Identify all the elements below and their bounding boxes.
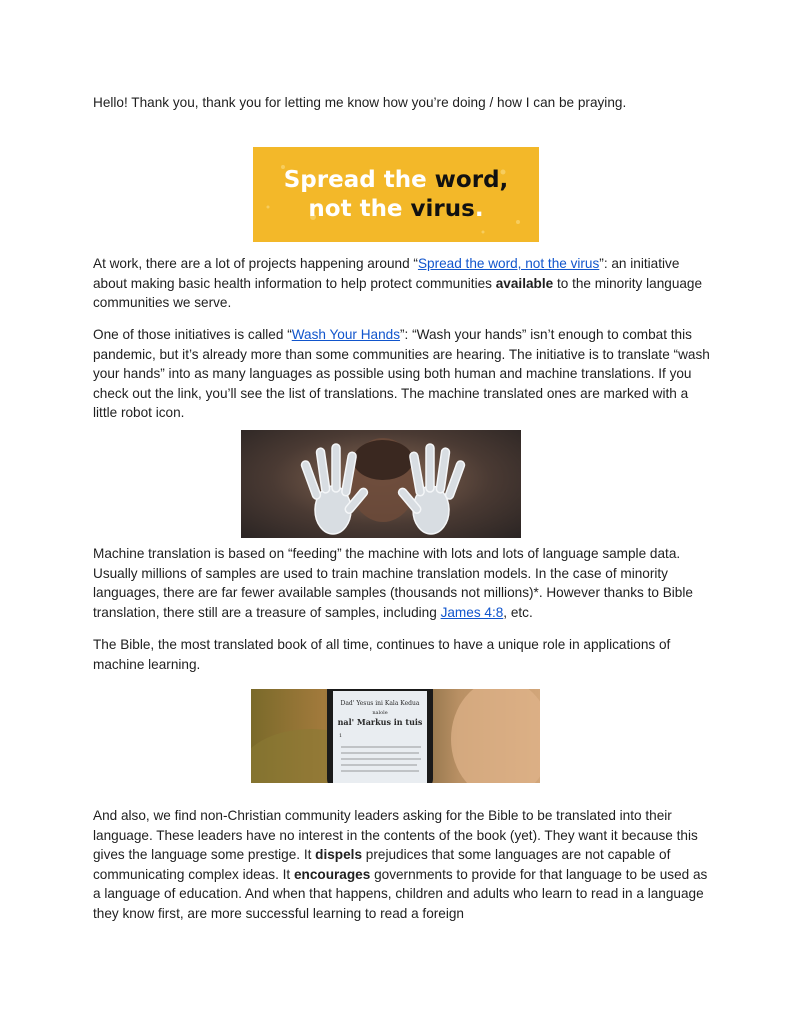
para2-text-1: One of those initiatives is called “ <box>93 327 292 342</box>
paragraph-bible-most-translated <box>93 635 713 674</box>
paragraph-spread-the-word <box>93 254 713 313</box>
para3-text-2: , etc. <box>503 604 533 620</box>
para2-text-2: ”: “Wash your hands” isn’t enough to combat this pandemic, but it’s already more than some communities are hearing. The initiative is to translate “wash your hands” into as many languages as possible using both human and machine translations. If you check out the link, you’ll see the list of translations. The machine translated ones are marked with a little robot icon. <box>93 327 710 420</box>
para5-bold-dispels: dispels <box>315 847 363 862</box>
para1-text-3: to the minority language communities we serve. <box>93 275 703 310</box>
para1-text-1: At work, there are a lot of projects happening around “ <box>93 256 418 271</box>
spread-the-word-banner-image <box>253 147 539 242</box>
paragraph-wash-your-hands <box>93 325 713 423</box>
greeting-text: Hello! Thank you, thank you for letting me know how you’re doing / how I can be praying. <box>93 95 627 110</box>
phone-illustration <box>251 689 540 783</box>
banner-line2-white: not the <box>308 195 411 222</box>
soapy-hands-photo <box>241 430 521 538</box>
bible-on-phone-photo <box>251 689 540 783</box>
para5-text-3: governments to provide for that language to be used as a language of education. And when that happens, children and adults who learn to read in a language they know first, are more successful learning to read a foreign <box>93 866 708 921</box>
phone-screen-line-1: Dad' Yesus ini Kala Kedua <box>340 700 420 707</box>
spread-the-word-link[interactable]: Spread the word, not the virus <box>417 256 600 271</box>
para5-text-1: And also, we find non-Christian community leaders asking for the Bible to be translated into their language. These leaders have no interest in the contents of the book (yet). They want it because this gives the language some prestige. It <box>93 808 698 862</box>
banner-line2-dot: . <box>474 195 484 222</box>
para5-bold-encourages: encourages <box>293 866 371 882</box>
james-4-8-link[interactable]: James 4:8 <box>440 604 504 620</box>
para1-bold-available: available <box>495 275 554 291</box>
banner-line1-white: Spread the <box>283 166 435 193</box>
para5-text-2: prejudices that some languages are not capable of communicating complex ideas. It <box>93 847 671 882</box>
hands-illustration <box>241 430 521 538</box>
para3-text-1: Machine translation is based on “feeding” the machine with lots and lots of language sample data. Usually millions of samples are used to train machine translation models. In the case of minority languages, there are far fewer available samples (thousands not millions)*. However thanks to Bible translation, there still are a treasure of samples, including <box>93 546 693 620</box>
phone-screen-line-4: 1 <box>339 733 343 739</box>
para1-text-2: ”: an initiative about making basic health information to help protect communities <box>93 256 680 291</box>
banner-line-2 <box>308 195 483 224</box>
banner-line-1 <box>284 166 509 195</box>
phone-screen-line-2: nalole <box>372 710 388 716</box>
paragraph-community-leaders <box>93 806 713 923</box>
greeting-paragraph <box>93 93 713 113</box>
paragraph-machine-translation <box>93 544 713 622</box>
wash-your-hands-link[interactable]: Wash Your Hands <box>291 327 401 342</box>
para4-text: The Bible, the most translated book of all time, continues to have a unique role in applications of machine learning. <box>93 637 671 672</box>
banner-line2-black: virus <box>410 195 475 222</box>
banner-line1-black: word, <box>434 166 509 193</box>
phone-screen-line-3: nal' Markus in tuis <box>337 717 423 727</box>
